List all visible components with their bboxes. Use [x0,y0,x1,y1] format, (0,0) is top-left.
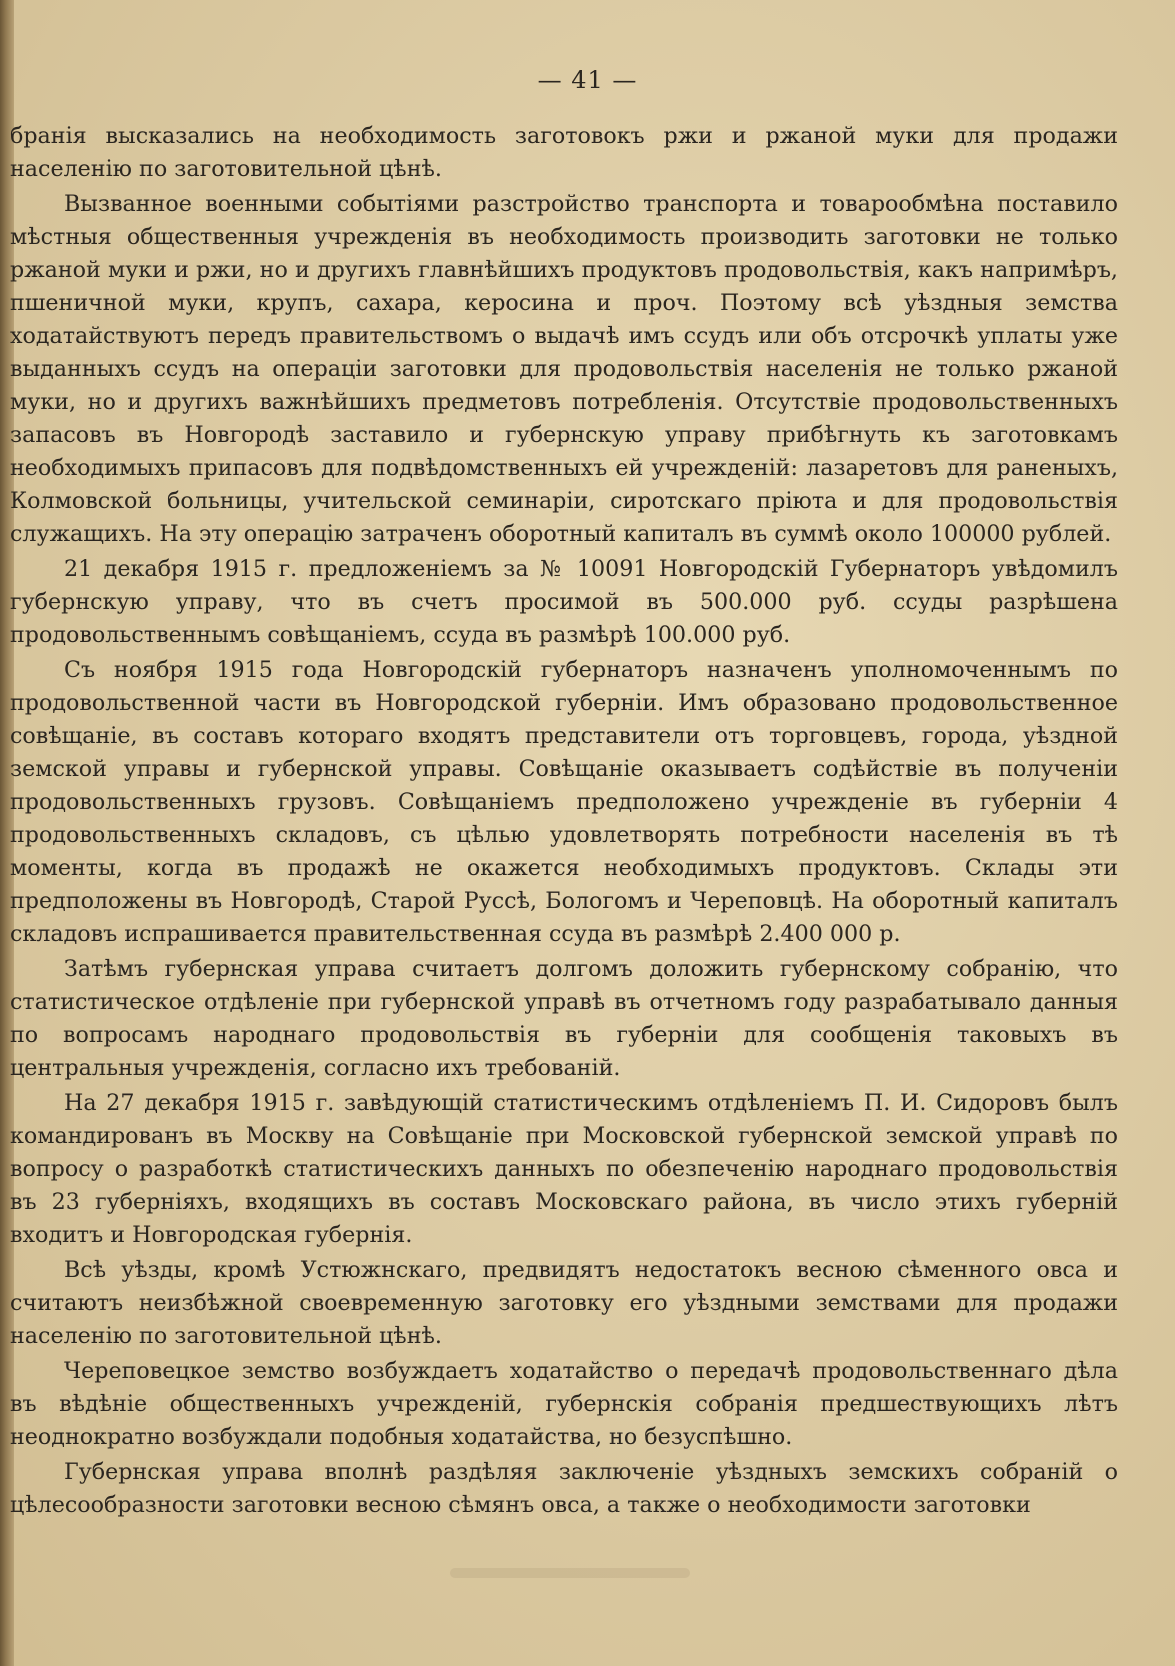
paragraph-governor-notice: 21 декабря 1915 г. предложеніемъ за № 10091 Новгородскій Губернаторъ увѣдомилъ губернскую управу, что въ счетъ просимой въ 500.000 руб. ссуды разрѣшена продовольственнымъ совѣщаніемъ, ссуда въ размѣрѣ 100.000 руб. [10,556,1118,648]
paragraph-food-council: Съ ноября 1915 года Новгородскій губернаторъ назначенъ уполномоченнымъ по продовольственной части въ Новгородской губерніи. Имъ образовано продовольственное совѣщаніе, въ составъ котораго входятъ представители отъ торговцевъ, города, уѣздной земской управы и губернской управы. Совѣщаніе оказываетъ содѣйствіе въ полученіи продовольственныхъ грузовъ. Совѣщаніемъ предположено учрежденіе въ губерніи 4 продовольственныхъ складовъ, съ цѣлью удовлетворять потребности населенія въ тѣ моменты, когда въ продажѣ не окажется необходимыхъ продуктовъ. Склады эти предположены въ Новгородѣ, Старой Руссѣ, Бологомъ и Череповцѣ. На оборотный капиталъ складовъ испрашивается правительственная ссуда въ размѣрѣ 2.400 000 р. [10,657,1118,947]
paper-smudge [450,1568,690,1578]
paragraph-provincial-board: Губернская управа вполнѣ раздѣляя заключеніе уѣздныхъ земскихъ собраній о цѣлесообразности заготовки весною сѣмянъ овса, а также о необходимости заготовки [10,1459,1118,1518]
paragraph-moscow-meeting: На 27 декабря 1915 г. завѣдующій статистическимъ отдѣленіемъ П. И. Сидоровъ былъ командированъ въ Москву на Совѣщаніе при Московской губернской земской управѣ по вопросу о разработкѣ статистическихъ данныхъ по обезпеченію народнаго продовольствія въ 23 губерніяхъ, входящихъ въ составъ Московскаго района, въ число этихъ губерній входитъ и Новгородская губернія. [10,1090,1118,1248]
paragraph-transport-disruption: Вызванное военными событіями разстройство транспорта и товарообмѣна поставило мѣстныя общественныя учрежденія въ необходимость производить заготовки не только ржаной муки и ржи, но и другихъ главнѣйшихъ продуктовъ продовольствія, какъ напримѣръ, пшеничной муки, крупъ, сахара, керосина и проч. Поэтому всѣ уѣздныя земства ходатайствуютъ передъ правительствомъ о выдачѣ имъ ссудъ или объ отсрочкѣ уплаты уже выданныхъ ссудъ на операціи заготовки для продовольствія населенія не только ржаной муки, но и другихъ важнѣйшихъ предметовъ потребленія. Отсутствіе продовольственныхъ запасовъ въ Новгородѣ заставило и губернскую управу прибѣгнуть къ заготовкамъ необходимыхъ припасовъ для подвѣдомственныхъ ей учрежденій: лазаретовъ для раненыхъ, Колмовской больницы, учительской семинаріи, сиротскаго пріюта и для продовольствія служащихъ. На эту операцію затраченъ оборотный капиталъ въ суммѣ около 100000 рублей. [10,191,1118,547]
paragraph-continuation: бранія высказались на необходимость заготовокъ ржи и ржаной муки для продажи населенію по заготовительной цѣнѣ. [10,123,1118,182]
paragraph-oats-shortage: Всѣ уѣзды, кромѣ Устюжнскаго, предвидятъ недостатокъ весною сѣменного овса и считаютъ неизбѣжной своевременную заготовку его уѣздными земствами для продажи населенію по заготовительной цѣнѣ. [10,1257,1118,1349]
paragraph-statistics-department: Затѣмъ губернская управа считаетъ долгомъ доложить губернскому собранію, что статистическое отдѣленіе при губернской управѣ въ отчетномъ году разрабатывало данныя по вопросамъ народнаго продовольствія въ губерніи для сообщенія таковыхъ въ центральныя учрежденія, согласно ихъ требованій. [10,956,1118,1081]
page-body [10,120,1118,1522]
paragraph-cherepovets-petition: Череповецкое земство возбуждаетъ ходатайство о передачѣ продовольственнаго дѣла въ вѣдѣніе общественныхъ учрежденій, губернскія собранія предшествующихъ лѣтъ неоднократно возбуждали подобныя ходатайства, но безуспѣшно. [10,1358,1118,1450]
page-number: — 41 — [537,66,638,94]
